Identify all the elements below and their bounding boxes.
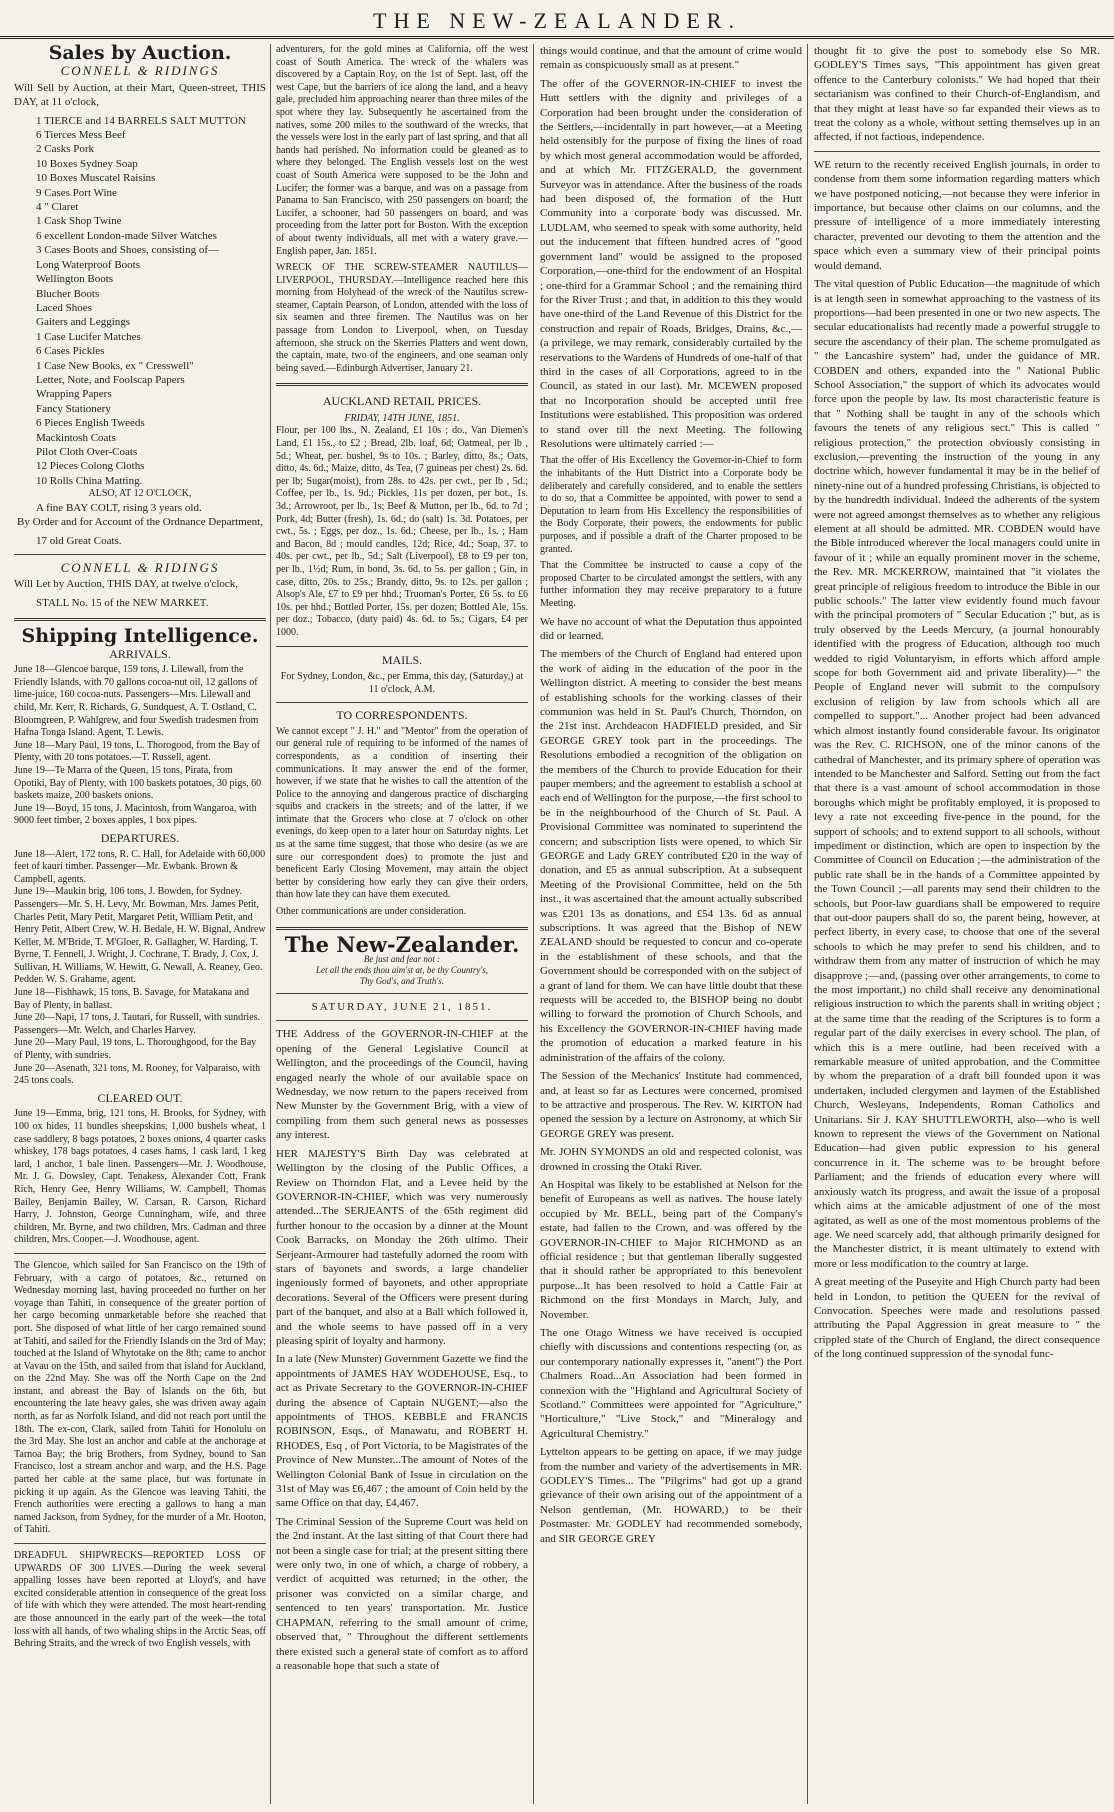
departures-list (14, 849, 266, 1088)
auction-item: 10 Rolls China Matting. (36, 474, 143, 487)
ordnance-notice: By Order and for Account of the Ordnance Department, (17, 516, 263, 529)
editorial-paragraph: thought fit to give the post to somebody else So MR. GODLEY'S Times says, "This appointment has given great offence to the Canterbury colonists." We had hoped that their sectarianism was confined to their Church-of-Englandism, and that they might at least have so far expanded their views as to treat the colony as a whole, without setting themselves up in an affected, if not factious, independence. (814, 45, 1100, 144)
editorial-paragraph: Mr. JOHN SYMONDS an old and respected colonist, was drowned in crossing the Otaki River. (540, 1146, 802, 1173)
prices-text: Flour, per 100 lbs., N. Zealand, £1 10s ; do., Van Diemen's Land, £1 15s., to £2 ; Bread, 2lb. loaf, 6d; Oatmeal, per lb , 5d.; Wheat, per. bushel, 9s to 10s. ; Barley, ditto, 8s.; Oats, ditto, 4s. 6d.; Maize, ditto, 4s Tea, (7 guineas per chest) 2s. 6d. per lb; Sugar(moist), from 28s. to 42s. per cwt., per lb , 5d.; Coffee, per lb., 1s. 9d.; Pickles, 11s per dozen, per bot., 1s. 3d.; Arrowroot, per lb., 1s; Beef & Mutton, per lb., 6d. to 7d ; Pork, 4d; Butter (fresh), 1s. 6d.; do (salt) 1s. 3d. Potatoes, per cwt., 5s. ; Eggs, per doz., 1s. 6d.; Cheese, per lb., 1s. ; Ham and Bacon, 8d ; mould candles, 12d; Rice, 4d.; Soap, 37. to 40s. per cwt., per lb., 5d.; Salt (Liverpool), £8 to £9 per ton, per lb., 1½d; Rum, in bond, 3s. 6d. to 5s. per gallon ; Gin, in case, ditto, 20s. to 25s.; Brandy, ditto, 9s. to 12s. per gallon ; Alsop's Ale, £7 to £9 per hhd.; Truoman's Porter, £6 5s. to £6 10s. per hhd.; Bottled Porter, 15s. per dozen; Bottled Ale, 15s. per doz.; Tobacco, (duty paid) 4s. 6d. to 5s.; Cigars, £4 per 1000. (276, 425, 528, 638)
cleared-label: CLEARED OUT. (97, 1090, 183, 1105)
divider (814, 151, 1100, 152)
divider (276, 646, 528, 647)
editorial-paragraph: We have no account of what the Deputation thus appointed did or learned. (540, 615, 802, 642)
divider (14, 1543, 266, 1544)
auction-item: Fancy Stationery (36, 402, 111, 415)
auctioneer-name: CONNELL & RIDINGS (60, 63, 220, 79)
auction-item: 6 Pieces English Tweeds (36, 417, 145, 430)
editorial-paragraph: WE return to the recently received English journals, in order to condense from them some information regarding matters which we have postponed noticing,—not because they were inferior in importance, but because other claims on our columns, and the pressure of intelligence of a more immediately interesting character, prevented our devoting to them the attention and the space which even a summary view of their principal points would demand. (814, 158, 1100, 272)
divider (14, 1253, 266, 1254)
divider (14, 554, 266, 555)
auction-item: Long Waterproof Boots (36, 258, 141, 271)
nautilus-article: WRECK OF THE SCREW-STEAMER NAUTILUS—LIVERPOOL, THURSDAY.—Intelligence reached here this morning from Holyhead of the wreck of the Nautilus screw-steamer, Captain Pearson, of London, attended with the loss of six seamen and three firemen. The Nautilus was on her passage from London to Liverpool, when, on Tuesday afternoon, she struck on the Skerries Platters and went down, the captain, mate, two of the engineers, and one seaman only being saved.—Edinburgh Advertiser, January 21. (276, 262, 528, 374)
motto-line: Thy God's, and Truth's. (359, 976, 445, 987)
issue-date: SATURDAY, JUNE 21, 1851. (311, 1001, 493, 1014)
editorial-paragraph: The Criminal Session of the Supreme Court was held on the 2nd instant. At the last sitting of that Court there had not been a single case for trial; at the present sitting there were only two, in one of which, a charge of robbery, a verdict of acquitted was returned; in the other, the prisoner was convicted on a similar charge, and sentenced to ten years' transportation. Mr. Justice CHAPMAN, referring to the small amount of crime, observed that, " Throughout the different settlements there existed such a general state of comfort as to afford a reasonable hope that such a state of (276, 1515, 528, 1672)
editorial-paragraph: HER MAJESTY'S Birth Day was celebrated at Wellington by the closing of the Public Offices, a Review on Thorndon Flat, and a Levee held by the GOVERNOR-IN-CHIEF, which was very numerously attended...The SERJEANTS of the 65th regiment did further honour to the occasion by a dinner at the Mount Cook Barracks, on Monday the 26th ultimo. Their Serjeant-Armourer had tastefully adorned the room with stars of bayonets and swords, a large chandelier ingeniously formed of bayonets, and other appropriate decorations. Several of the Officers were present during part of the banquet, and also at a Ball which followed it, and the whole seems to have passed off in a very pleasing spirit of loyalty and harmony. (276, 1147, 528, 1347)
auction-item: Laced Shoes (36, 301, 92, 314)
departure-entry: June 20—Napi, 17 tons, J. Tautari, for Russell, with sundries. Passengers—Mr. Welch, and Charles Harvey. (14, 1012, 261, 1036)
auction-item: 6 excellent London-made Silver Watches (36, 229, 217, 242)
auction-item: 9 Cases Port Wine (36, 186, 117, 199)
auction-item: 10 Boxes Muscatel Raisins (36, 172, 156, 185)
auction-item: 1 Cask Shop Twine (36, 215, 122, 228)
departure-entry: June 20—Mary Paul, 19 tons, L. Thoroughgood, for the Bay of Plenty, with sundries. (14, 1037, 257, 1062)
resolution: That the offer of His Excellency the Governor-in-Chief to form the inhabitants of the Hutt District into a Corporate body be deliberately and carefully considered, and to enable the settlers to do so, that a Committee be appointed, with power to send a Deputation to learn from His Excellency the responsibilities of the Body Corporate, their powers, the endowments for public purposes, and if possible a draft of the Charter proposed to be granted. (540, 455, 802, 555)
auction-intro: Will Let by Auction, THIS DAY, at twelve o'clock, (14, 578, 239, 591)
auction-heading: Sales by Auction. (48, 44, 232, 64)
auctioneer-name: CONNELL & RIDINGS (60, 560, 220, 575)
departure-entry: June 18—Fishhawk, 15 tons, B. Savage, for Matakana and Bay of Plenty, in ballast. (14, 987, 249, 1011)
arrivals-label: ARRIVALS. (109, 646, 171, 661)
editorial-paragraph: Lyttelton appears to be getting on apace, if we may judge from the number and variety of the advertisements in MR. GODLEY'S Times... The "Pilgrims" had got up a grand grievance of their own arising out of the appointment of a Nelson gentleman, (Mr. HOWARD,) to be their Postmaster. Mr. GODLEY had recommended somebody, and SIR GEORGE GREY (540, 1446, 802, 1545)
editorial-paragraph: The offer of the GOVERNOR-IN-CHIEF to invest the Hutt settlers with the dignity and privileges of a Corporation had been brought under the consideration of the Settlers,—incidentally in part however,—at a Meeting held ostensibly for the purpose of fixing the lines of road by which most general accommodation would be afforded, and at which Mr. FITZGERALD, the government Surveyor was in attendance. After the business of the roads had been disposed of, the formation of the Hutt Community into a corporate body was discussed. Mr. LUDLAM, who seemed to speak with some authority, held out the inducement that fifteen hundred acres of "good government land" would be assigned to the proposed Corporation,—one-third for the endowment of an Hospital ; one-third for a Grammar School ; and the remaining third for the River Trust ; and that, in addition to this they would have one-third of the Land Revenue of this District for the construction and repair of Roads, Bridges, Drains, &c.,—(a privilege, we may remark, considerably curtailed by the reservations to the Wardens of Hundreds of one-half of that third in the cases of all Corporations, agreed to in the Council, as stated in our last). Mr. MCEWEN proposed that no Incorporation should be accepted until free Institutions were established. This proposition was ordered to stand over till the next Meeting. The following Resolutions were ultimately carried :— (540, 77, 802, 450)
stall-item: STALL No. 15 of the NEW MARKET. (36, 596, 209, 609)
arrivals-list (14, 664, 266, 828)
column-rule (807, 44, 808, 1804)
auction-item: 4 " Claret (36, 201, 79, 214)
auction-item: 1 Case New Books, ex " Cresswell" (36, 359, 194, 372)
auction-item: 6 Tierces Mess Beef (36, 129, 126, 142)
arrival-entry: June 19—Te Marra of the Queen, 15 tons, Pirata, from Opotiki, Bay of Plenty, with 100 baskets potatoes, 30 pigs, 60 baskets maize, 200 baskets onions. (14, 764, 262, 802)
column-4 (814, 44, 1100, 1804)
newspaper-title: The New-Zealander. (284, 931, 520, 957)
arrival-entry: June 19—Boyd, 15 tons, J. Macintosh, from Wangaroa, with 9000 feet timber, 2 boxes apples, 1 box pipes. (14, 802, 257, 827)
resolution: That the Committee be instructed to cause a copy of the proposed Charter to be circulated amongst the settlers, with any further information they may receive preparatory to a future Meeting. (540, 560, 802, 609)
editorial-paragraph: The one Otago Witness we have received is occupied chiefly with discussions and contentions respecting (or, as our contemporary nationally expresses it, "anent") the Port Chalmers Road...An Association had been formed in connexion with the "Highland and Agricultural Society of Scotland." Committees were appointed for "Agriculture," "Horticulture," "Live Stock," and "Mineralogy and Agricultural Chemistry." (540, 1327, 802, 1440)
auction-item: Letter, Note, and Foolscap Papers (36, 373, 185, 386)
auction-intro: Will Sell by Auction, at their Mart, Queen-street, THIS DAY, at 11 o'clock, (14, 81, 266, 109)
auction-item: Blucher Boots (36, 287, 100, 300)
auction-item: 10 Boxes Sydney Soap (36, 157, 138, 170)
mails-text: For Sydney, London, &c., per Emma, this day, (Saturday,) at 11 o'clock, A.M. (280, 670, 524, 695)
auction-item: Mackintosh Coats (36, 431, 116, 444)
prices-title: AUCKLAND RETAIL PRICES. (322, 394, 482, 409)
masthead-title: THE NEW-ZEALANDER. (373, 8, 741, 33)
column-rule (533, 44, 534, 1804)
divider (276, 702, 528, 703)
prices-date: FRIDAY, 14TH JUNE, 1851. (344, 412, 460, 424)
auction-item: 2 Casks Pork (36, 143, 95, 156)
auction-item: 12 Pieces Colong Cloths (36, 460, 145, 473)
cleared-entry: June 19—Emma, brig, 121 tons, H. Brooks, for Sydney, with 100 ox hides, 11 bundles sheepskins, 1,000 bushels wheat, 1 case saddlery, 8 bags potatoes, 2 boxes onions, 4 quarter casks whiskey, 178 bags potatoes, 4 cases hams, 1 cask lard, 1 keg lard, 1 anchor, 1 bale linen. Passengers—Mr. J. Woodhouse, Mr. J. G. Dowsley, Capt. Tenakess, Alexander Cott, Frank Rich, Henry Gee, Henry Williams, W. Campbell, Thomas Bailey, Benjamin Bailey, W. Carsan, R. Carson, Richard Harry, J. Johnston, George Cunningham, wife, and three children, Mr. Byrne, and two children, Mrs. Cadman and three children, Mrs. Cooper.—J. Woodhouse, agent. (14, 1108, 266, 1246)
auction-item: 1 Case Lucifer Matches (36, 330, 141, 343)
auction-item: 6 Cases Pickles (36, 345, 105, 358)
correspondents-other: Other communications are under consideration. (276, 906, 467, 918)
divider (276, 1020, 528, 1021)
auction-item: Wrapping Papers (36, 388, 112, 401)
auction-item: Pilot Cloth Over-Coats (36, 445, 138, 458)
editorial-paragraph: The members of the Church of England had entered upon the work of aiding in the education of the poor in the Wellington district. A meeting to consider the best means of establishing schools for the working classes of their communion was held in St. Paul's Church, Thorndon, on the 21st inst. Archdeacon HADFIELD presided, and Sir GEORGE GREY took part in the proceedings. The Resolutions embodied a recognition of the obligation on the members of the Church to provide Education for their pauper members; and the agreement to establish a school at each end of Wellington for the purpose,—the first school to be in the neighbourhood of the Church of St. Paul. A Provisional Committee was nominated to superintend the concern; and subscription lists were opened, to which Sir GEORGE and Lady GREY contributed £20 in the way of donation, and £5 as annual subscription. At a subsequent Meeting of the Provisional Committee, held on the 5th inst., it was ascertained that the amount actually subscribed was £201 13s as donations, and £54 13s. 6d as annual subscriptions. It was agreed that the Bishop of NEW ZEALAND should be requested to concur and co-operate in the establishment of these schools, and that the Government should be corresponded with on the subject of a grant of land for them. We can have little doubt that these requests will be acceded to, the BISHOP being no doubt willing to forward the promotion of Church Schools, and his Excellency the GOVERNOR-IN-CHIEF having made the promotion of education a marked feature in his administration of the affairs of the colony. (540, 648, 802, 1064)
divider (276, 927, 528, 930)
motto-line: Be just and fear not : (363, 954, 441, 965)
editorial-paragraph: The Session of the Mechanics' Institute had commenced, and, at least so far as Lectures were concerned, promised to be attractive and prosperous. The Rev. W. KIRTON had opened the session by a lecture on Astronomy, at which Sir GEORGE GREY was present. (540, 1070, 802, 1140)
also-notice: ALSO, AT 12 O'CLOCK, (88, 488, 192, 500)
editorial-paragraph: In a late (New Munster) Government Gazette we find the appointments of JAMES HAY WODEHOUSE, Esq., to act as Private Secretary to the GOVERNOR-IN-CHIEF during the absence of Captain NUGENT;—also the appointments of THOS. KEBBLE and FRANCIS ROBINSON, Esqs., of Manawatu, and ROBERT H. RHODES, Esq , of Port Victoria, to be Magistrates of the Province of New Munster...The amount of Notes of the Wellington Colonial Bank of Issue in circulation on the 31st of May was £6,467 ; the amount of Coin held by the same Office on that day, £4,467. (276, 1353, 528, 1510)
shipwrecks-article: DREADFUL SHIPWRECKS—REPORTED LOSS OF UPWARDS OF 300 LIVES.—During the week several appalling losses have been reported at Lloyd's, and have excited considerable attention in consequence of the great loss of life with which they were attended. The most heart-rending are those announced in the early part of the week—the total loss with all hands, of two whaling ships in the Arctic Seas, off Behring Straits, and the wreck of two English vessels, with (14, 1550, 266, 1650)
divider (276, 993, 528, 994)
coats-item: 17 old Great Coats. (36, 534, 122, 547)
auction-item: 3 Cases Boots and Shoes, consisting of— (36, 244, 220, 257)
auction-item: Wellington Boots (36, 273, 114, 286)
editorial-paragraph: THE Address of the GOVERNOR-IN-CHIEF at the opening of the General Legislative Council at Wellington, and the proceedings of the Council, having engaged nearly the whole of our available space on Wednesday, we now return to the papers received from New Munster by the Government Brig, with a view of compiling from them such general news as possesses any interest. (276, 1028, 528, 1142)
arrival-entry: June 18—Glencoe barque, 159 tons, J. Lilewall, from the Friendly Islands, with 70 gallons cocoa-nut oil, 12 gallons of lime-juice, 160 cocoa-nuts. Passengers—Mrs. Lilewall and child, Mr. Kerr, R. Richards, G. Sundquest, A. T. Ostland, C. Bloomgreen, P. Wahlgrew, and four Swedish tradesmen from Hafna Tonga Island. Agent, T. Lewis. (14, 664, 259, 739)
correspondents-title: TO CORRESPONDENTS. (336, 708, 468, 723)
column-2 (276, 44, 528, 1804)
departure-entry: June 18—Alert, 172 tons, R. C. Hall, for Adelaide with 60,000 feet of kauri timber. Passenger—Mr. Ewbank. Brown & Campbell, agents. (14, 848, 266, 885)
shipping-heading: Shipping Intelligence. (21, 625, 259, 648)
column-1 (14, 44, 266, 1804)
glencoe-report: The Glencoe, which sailed for San Francisco on the 19th of February, with a cargo of potatoes, &c., returned on Wednesday morning last, having proceeded no further on her voyage than Tahiti, in consequence of the greater portion of her cargo becoming unmarketable before she reached that port. She disposed of what little of her cargo remained sound at Tahiti, and sailed for the Friendly Islands on the 3rd of May; touched at the Island of Whytotake on the 8th; came to anchor at Vavau on the 15th, and sailed from that island for Auckland, on the 22nd May. She was off the North Cape on the 2nd instant, and abreast the Bay of Islands on the 6th, but encountering the late heavy gales, she was driven away again north, as far as Norfolk Island, and did not reach port until the 18th. The ex-con, Clark, sailed from Tahiti for Honolulu on the 3rd May. She lost an anchor and cable at the anchorage at Tarnoa Bay; the brig Brothers, from Sydney, bound to San Francisco, lost a stream anchor and warp, and the H.S. Page parted her cable at the same place, but was fortunate in picking it up again. As the Glencoe was leaving Tahiti, the French authorities were erecting a gallows to hang a man named Jackson, from Sydney, for the murder of a Mr. Hooton, of Tahiti. (14, 1259, 266, 1536)
editorial-paragraph: things would continue, and that the amount of crime would remain as conspicuously small as at present." (540, 45, 802, 72)
mails-title: MAILS. (381, 652, 423, 667)
departures-label: DEPARTURES. (100, 830, 180, 845)
editorial-paragraph: The vital question of Public Education—the magnitude of which is at length seen in somewhat approaching to the vastness of its proportions—had been presented in one or two new aspects. The secular educationalists had recently made a powerful struggle to secure the ascendancy of their plan. The scheme promulgated as " the Lancashire system" had, under the guidance of MR. COBDEN and others, expanded into the " National Public School Association," the support of which its advocates would force upon the people by law. Its most characteristic feature is that " Nothing shall be taught in any of the schools which favours the tenets of any religious sect." This is called " religious protection," the protection obviously consisting in exclusion,—preventing the instruction of the young in any doctrine which, however fundamental it may be in the belief of ninety-nine out of a hundred professing Christians, is objected to by the hundredth individual. Indeed the adherents of the system were not agreed amongst themselves as to whether any religious element at all should be admitted. MR. COBDEN would have the Bible introduced wherever the local managers could unite in favour of it ; while an equally prominent mover in the scheme, the Rev. MR. MCKERROW, maintained that "it violates the great principle of religious freedom to introduce the Bible in our public schools." The latter view evidently found much favour with the principal promoters of " Secular Education ;" but, as is truly observed by the Leeds Mercury, (a journal honourably identified with the progress of Education, although too much wedded to rigid Voluntaryism, in efforts which afford ample scope for both Government aid and private liberality)—" the People of England never will submit to the compulsory exclusion of religion by law from schools which all are compelled to support."... Another project had been advanced which almost instantly found considerable favour. Its originator was the Rev. C. RICHSON, one of the minor canons of the cathedral of Manchester, and its primary sphere of operation was intended to be Manchester and Salford. Setting out from the fact that there is a vast amount of school accommodation in those boroughs which might be profitably employed, it is proposed to levy a rate not exceeding five-pence in the pound, for the support of schools; and to extend support to all schools, without impediment or distinction, which are open to inspection by the Committee of Council on Education ;—the administration of the public rate shall be in the hands of a Committee appointed by the Town Council ;—all parents may send their children to the schools, but Poor-law guardians shall be empowered to require that out-door paupers shall do so, the parent being, however, at perfect liberty, in every case, to choose that one of the several schools to which he may prefer to send his children, and to withdraw them from any matter of instruction of which he may disapprove ;—and, (passing over other arrangements, to come to the most important,) no child shall receive any denominational religious instruction to which the parents shall in writing object ; at the same time that the reading of the Scriptures is to form a regular part of the daily exercises in every school. The plan, of which this is a mere outline, had been received with a remarkable measure of united approbation, and the Committee by whom the preparation of a draft bill founded upon it was undertaken, included clergymen and laymen of the Established Church, Wesleyans, Independents, Roman Catholics and Unitarians. Sir J. KAY SHUTTLEWORTH, also—who is well known to represent the views of the Government on National Education—had given public expression to his general concurrence in it. The scheme was to be brought before Parliament; and the friends of education every where will anxiously watch its progress, and await the issue of a proposal which aims at the amicable adjustment of one of the most agitated, as well as one of the most momentous problems of the age. We need scarcely add, that although primarily designed for the Manchester district, it is meant ultimately to extend with more or less modification to the country at large. (814, 278, 1100, 1270)
editorial-paragraph: An Hospital was likely to be established at Nelson for the benefit of Europeans as well as natives. The house lately occupied by Mr. BELL, being part of the Company's estate, had fallen to the Crown, and was offered by the GOVERNOR-IN-CHIEF to Major RICHMOND as an official residence ; but that gentleman liberally suggested that it should rather be appropriated to this benevolent purpose...It has been resolved to hold a Cattle Fair at Richmond on the first Mondays in March, July, and November. (540, 1178, 802, 1321)
departure-entry: June 19—Maukin brig, 106 tons, J. Bowden, for Sydney. Passengers—Mr. S. H. Levy, Mr. Bowman, Mrs. James Petit, Charles Petit, Mary Petit, Margaret Petit, William Petit, and Henry Petit, Albert Crew, W. H. Bedale, H. W. Bignal, Andrew Keller, M. M'Bride, T. M'Gloer, R. Gallagher, W. Harding, T. Byrne, T. Fennell, J. Wright, J. Cochrane, T. Brady, J. Cox, J. Sullivan, H. Williams, W. Hewitt, G. Newall, A. Reaney, Geo. Pedder. W. S. Grahame, agent. (14, 886, 266, 986)
departure-entry: June 20—Asenath, 321 tons, M. Rooney, for Valparaiso, with 245 tons coals. (14, 1062, 261, 1087)
colt-item: A fine BAY COLT, rising 3 years old. (36, 501, 202, 514)
divider (276, 383, 528, 386)
motto-line: Let all the ends thou aim'st at, be thy Country's, (315, 965, 489, 976)
correspondents-text: We cannot except " J. H." and "Mentor" from the operation of our general rule of requiring to be informed of the names of correspondents, as a condition of inserting their communications. It may answer the end of the former, however, if we state that he wishes to call the attention of the Police to the annoying and dangerous practice of discharging squibs and crackers in the streets; and of the latter, if we intimate that the Grocers who close at 7 o'clock on other evenings, do keep open to a later hour on Saturday nights. Let us at the same time suggest, that those who desire (as we are sure our correspondent does) to promote the just and beneficent Early Closing Movement, may attain the object better by considering how early they can give their orders, than how late they can have them executed. (276, 725, 528, 901)
auction-item-list (14, 114, 266, 489)
arrival-entry: June 18—Mary Paul, 19 tons, L. Thorogood, from the Bay of Plenty, with 20 tons potatoes.—T. Russell, agent. (14, 739, 260, 764)
column-3 (540, 44, 802, 1804)
masthead (0, 6, 1114, 39)
auction-item: 1 TIERCE and 14 BARRELS SALT MUTTON (36, 114, 246, 127)
editorial-paragraph: A great meeting of the Puseyite and High Church party had been held in London, to petition the QUEEN for the revival of Convocation. Speeches were made and resolutions passed attributing the Papal Aggression in great measure to " the crippled state of the Church of England, the direct consequence of the long continued suppression of the synodal func- (814, 1276, 1100, 1361)
auction-item: Gaiters and Leggings (36, 316, 131, 329)
column-rule (270, 44, 271, 1804)
wreck-continuation: adventurers, for the gold mines at California, off the west coast of South America. The wreck of the whalers was discovered by a Captain Roy, on the 1st of Sept. last, off the west Cape, but the barriers of ice along the land, and a heavy gale, precluded him approaching nearer than three miles of the spot where they lay. Subsequently he ascertained from the natives, some 200 miles to the southward of the wrecks, that the vessels were lost in the early part of last spring, and that all hands had perished. No information could be gleaned as to where they belonged. The English vessels lost on the west coast of South America were supposed to be the John and Lucifer; the former was a barque, and was on a passage from Panama to San Francisco, with 250 passengers on board; the Lucifer, a schooner, had 50 passengers on board, and was proceeding from the latter port for Boston. With the exception of about twenty individuals, all met with a watery grave.—English paper, Jan. 1851. (276, 44, 528, 257)
divider (14, 618, 266, 621)
